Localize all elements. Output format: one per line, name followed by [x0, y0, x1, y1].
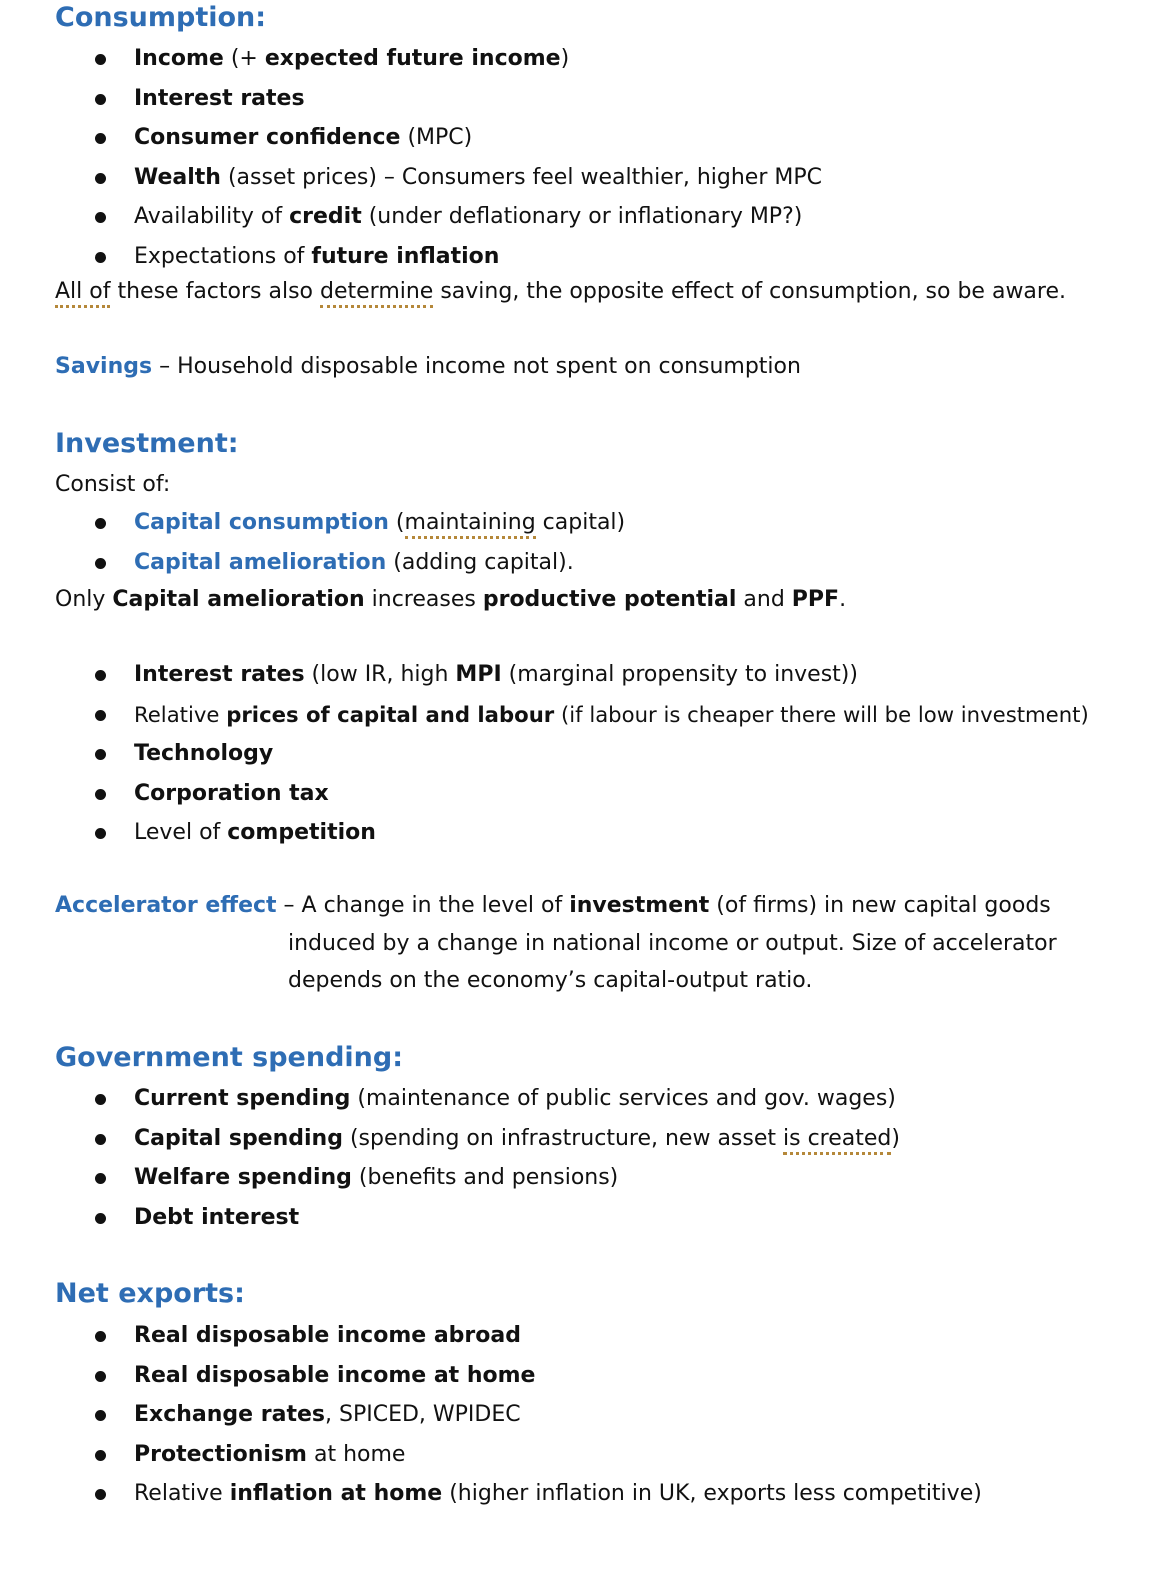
bullet-icon — [95, 710, 106, 721]
investment-factors-list — [0, 660, 1089, 858]
grammar-underline[interactable]: determine — [320, 279, 433, 308]
government-heading: Government spending: — [55, 1042, 403, 1073]
list-item: Consumer confidence (MPC) — [0, 123, 822, 163]
bullet-icon — [95, 94, 106, 105]
net-exports-list — [0, 1321, 982, 1519]
list-item: Income (+ expected future income) — [0, 44, 822, 84]
list-item: Real disposable income abroad — [0, 1321, 982, 1361]
list-item: Interest rates — [0, 84, 822, 124]
bullet-icon — [95, 558, 106, 569]
bullet-icon — [95, 670, 106, 681]
list-item: Level of competition — [0, 818, 1089, 858]
grammar-underline[interactable]: is created — [783, 1126, 891, 1155]
consumption-heading: Consumption: — [55, 2, 267, 33]
grammar-underline[interactable]: All of — [55, 279, 110, 308]
bullet-icon — [95, 1213, 106, 1224]
bullet-icon — [95, 1134, 106, 1145]
net-exports-heading: Net exports: — [55, 1278, 245, 1309]
bullet-icon — [95, 1450, 106, 1461]
list-item: Capital spending (spending on infrastructure, new asset is created) — [0, 1124, 900, 1164]
list-item: Real disposable income at home — [0, 1361, 982, 1401]
amelioration-note: Only Capital amelioration increases productive potential and PPF. — [55, 587, 847, 612]
investment-types-list — [0, 508, 625, 587]
list-item: Current spending (maintenance of public services and gov. wages) — [0, 1084, 900, 1124]
list-item: Technology — [0, 739, 1089, 779]
bullet-icon — [95, 1094, 106, 1105]
bullet-icon — [95, 252, 106, 263]
list-item: Debt interest — [0, 1203, 900, 1243]
consumption-list — [0, 44, 822, 281]
accelerator-definition: Accelerator effect – A change in the level of investment (of firms) in new capital goods — [55, 893, 1051, 918]
bullet-icon — [95, 1173, 106, 1184]
list-item: Welfare spending (benefits and pensions) — [0, 1163, 900, 1203]
list-item: Relative prices of capital and labour (if labour is cheaper there will be low investment) — [0, 700, 1089, 740]
bullet-icon — [95, 1331, 106, 1342]
savings-definition: Savings – Household disposable income not spent on consumption — [55, 354, 801, 379]
list-item: Protectionism at home — [0, 1440, 982, 1480]
list-item: Capital consumption (maintaining capital) — [0, 508, 625, 548]
bullet-icon — [95, 54, 106, 65]
accelerator-line-3: depends on the economy’s capital-output ratio. — [288, 968, 813, 993]
list-item: Corporation tax — [0, 779, 1089, 819]
bullet-icon — [95, 1410, 106, 1421]
bullet-icon — [95, 133, 106, 144]
bullet-icon — [95, 1489, 106, 1500]
bullet-icon — [95, 518, 106, 529]
bullet-icon — [95, 173, 106, 184]
grammar-underline[interactable]: maintaining — [405, 510, 536, 539]
list-item: Capital amelioration (adding capital). — [0, 548, 625, 588]
list-item: Availability of credit (under deflationary or inflationary MP?) — [0, 202, 822, 242]
accelerator-term: Accelerator effect — [55, 893, 277, 918]
bullet-icon — [95, 828, 106, 839]
consist-label: Consist of: — [55, 472, 171, 497]
bullet-icon — [95, 1371, 106, 1382]
bullet-icon — [95, 789, 106, 800]
list-item: Expectations of future inflation — [0, 242, 822, 282]
consumption-note: All of these factors also determine saving, the opposite effect of consumption, so be aware. — [55, 277, 1066, 307]
government-list — [0, 1084, 900, 1242]
list-item: Relative inflation at home (higher inflation in UK, exports less competitive) — [0, 1479, 982, 1519]
bullet-icon — [95, 749, 106, 760]
investment-heading: Investment: — [55, 428, 239, 459]
list-item: Exchange rates, SPICED, WPIDEC — [0, 1400, 982, 1440]
savings-term: Savings — [55, 354, 153, 379]
list-item: Interest rates (low IR, high MPI (marginal propensity to invest)) — [0, 660, 1089, 700]
list-item: Wealth (asset prices) – Consumers feel wealthier, higher MPC — [0, 163, 822, 203]
bullet-icon — [95, 212, 106, 223]
accelerator-line-2: induced by a change in national income or output. Size of accelerator — [288, 931, 1057, 956]
